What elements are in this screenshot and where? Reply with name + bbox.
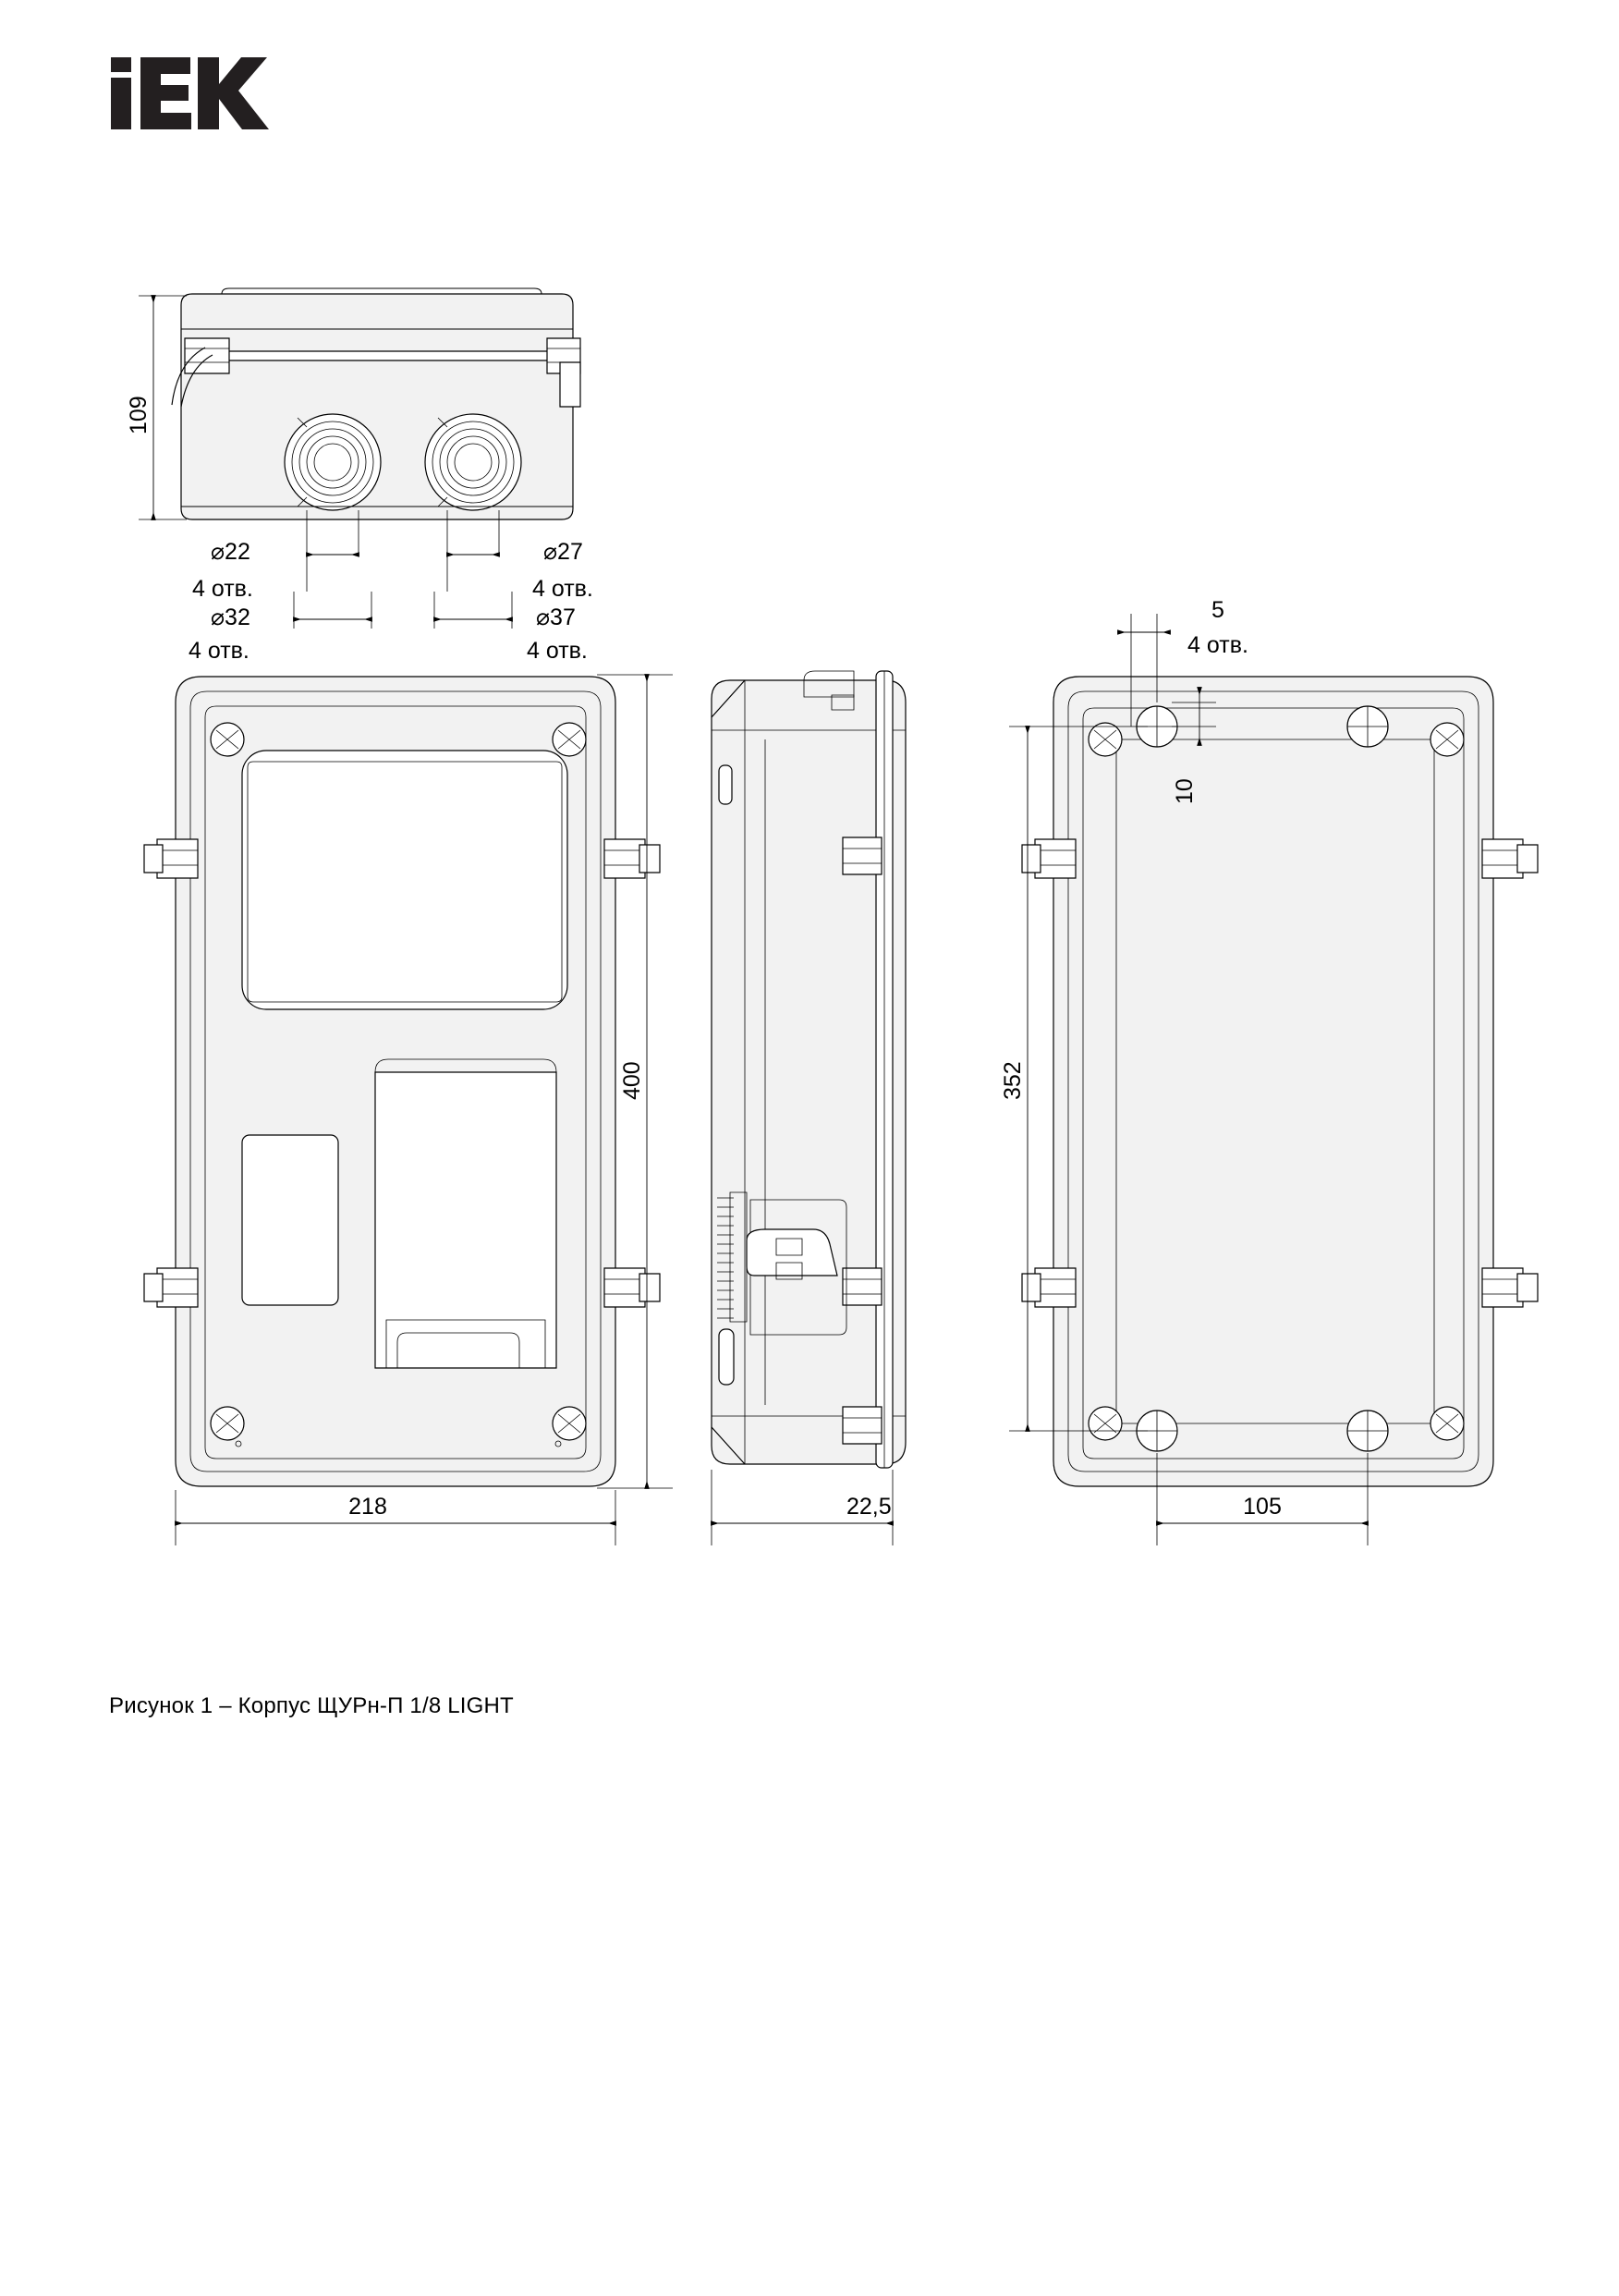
dim-d22-count: 4 отв. <box>192 576 253 602</box>
dim-218: 218 <box>348 1494 387 1520</box>
dim-352: 352 <box>1000 1061 1026 1100</box>
dim-d37-count: 4 отв. <box>527 638 588 664</box>
gland-right <box>425 414 521 510</box>
dim-d27: ⌀27 <box>543 539 583 565</box>
dim-5: 5 <box>1211 597 1224 623</box>
dim-105: 105 <box>1243 1494 1282 1520</box>
dim-d37: ⌀37 <box>536 605 576 630</box>
gland-left <box>285 414 381 510</box>
view-top <box>126 288 580 519</box>
dim-5-count: 4 отв. <box>1187 632 1248 658</box>
dim-d22: ⌀22 <box>211 539 250 565</box>
dim-d32-count: 4 отв. <box>189 638 250 664</box>
dim-d32: ⌀32 <box>211 605 250 630</box>
dim-10: 10 <box>1172 778 1198 804</box>
view-side <box>712 671 906 1545</box>
figure-caption: Рисунок 1 – Корпус ЩУРн-П 1/8 LIGHT <box>109 1693 514 1718</box>
dim-22-5: 22,5 <box>846 1494 892 1520</box>
dim-400: 400 <box>619 1061 645 1100</box>
view-rear <box>1000 597 1538 1545</box>
top-view-hole-dimensions <box>189 510 593 664</box>
view-front <box>144 675 673 1545</box>
dim-109: 109 <box>126 396 152 434</box>
dim-d27-count: 4 отв. <box>532 576 593 602</box>
